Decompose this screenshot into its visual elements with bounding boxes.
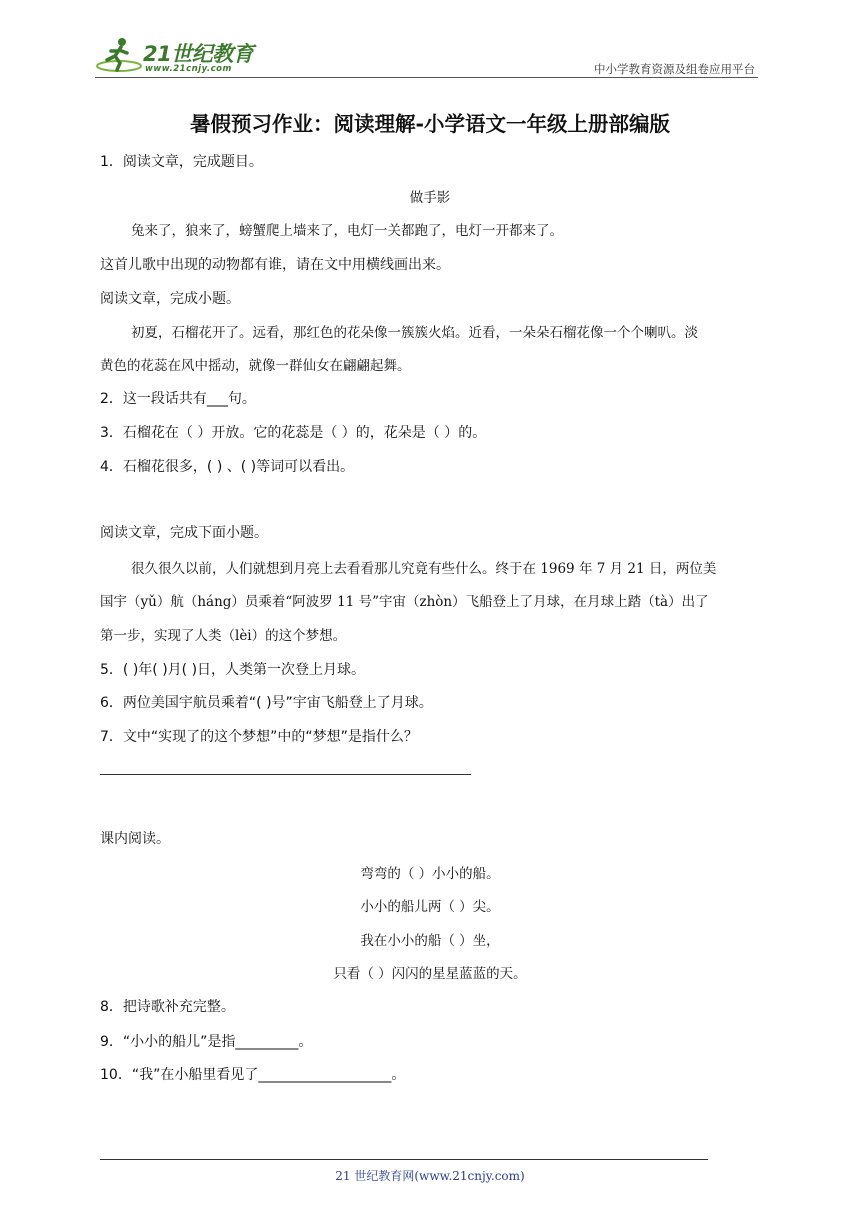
passage-title: 做手影 (409, 190, 451, 206)
question-3: 3．石榴花在（ ）开放。它的花蕊是（ ）的，花朵是（ ）的。 (100, 425, 487, 441)
footer-divider (100, 1159, 708, 1160)
passage-text: 国宇（yǔ）航（háng）员乘着“阿波罗 11 号”宇宙（zhòn）飞船登上了月球，在月球上踏（tà）出了 (100, 594, 709, 610)
section-instruction: 阅读文章，完成下面小题。 (100, 525, 268, 541)
poem-line: 只看（ ）闪闪的星星蓝蓝的天。 (333, 966, 527, 982)
passage-text: 黄色的花蕊在风中摇动，就像一群仙女在翩翩起舞。 (100, 358, 411, 374)
footer-link[interactable]: 21 世纪教育网(www.21cnjy.com) (335, 1169, 525, 1183)
passage-text: 兔来了，狼来了，螃蟹爬上墙来了，电灯一关都跑了，电灯一开都来了。 (131, 223, 563, 239)
passage-text: 很久很久以前，人们就想到月亮上去看看那儿究竟有些什么。终于在 1969 年 7 月 21 日，两位美 (131, 561, 717, 577)
site-logo (95, 36, 265, 76)
question-1-prompt: 这首儿歌中出现的动物都有谁，请在文中用横线画出来。 (100, 257, 450, 273)
question-8: 8．把诗歌补充完整。 (100, 999, 235, 1015)
poem-line: 弯弯的（ ）小小的船。 (360, 866, 500, 882)
question-7: 7．文中“实现了的这个梦想”中的“梦想”是指什么？ (100, 729, 418, 745)
question-5: 5．( )年( )月( )日，人类第一次登上月球。 (100, 662, 366, 678)
section-instruction: 阅读文章，完成小题。 (100, 291, 240, 307)
passage-text: 第一步，实现了人类（lèi）的这个梦想。 (100, 628, 347, 644)
question-4: 4．石榴花很多，( ) 、( )等词可以看出。 (100, 459, 355, 475)
answer-line[interactable] (100, 774, 471, 775)
poem-line: 我在小小的船（ ）坐， (360, 933, 500, 949)
question-2: 2．这一段话共有___句。 (100, 391, 256, 407)
question-9: 9．“小小的船儿”是指_________。 (100, 1034, 313, 1050)
page-header (95, 36, 757, 80)
header-slogan: 中小学教育资源及组卷应用平台 (594, 62, 755, 76)
header-divider (95, 77, 758, 78)
logo-url: www.21cnjy.com (145, 64, 232, 74)
logo-title: 21世纪教育 (143, 42, 254, 66)
runner-logo-icon (95, 36, 145, 76)
poem-line: 小小的船儿两（ ）尖。 (360, 899, 500, 915)
question-1: 1．阅读文章，完成题目。 (100, 154, 263, 170)
document-title: 暑假预习作业：阅读理解-小学语文一年级上册部编版 (189, 112, 670, 136)
passage-text: 初夏，石榴花开了。远看，那红色的花朵像一簇簇火焰。近看，一朵朵石榴花像一个个喇叭。淡 (131, 325, 698, 341)
section-instruction: 课内阅读。 (100, 831, 170, 847)
question-6: 6．两位美国宇航员乘着“( )号”宇宙飞船登上了月球。 (100, 695, 433, 711)
question-10: 10．“我”在小船里看见了___________________。 (100, 1067, 406, 1083)
